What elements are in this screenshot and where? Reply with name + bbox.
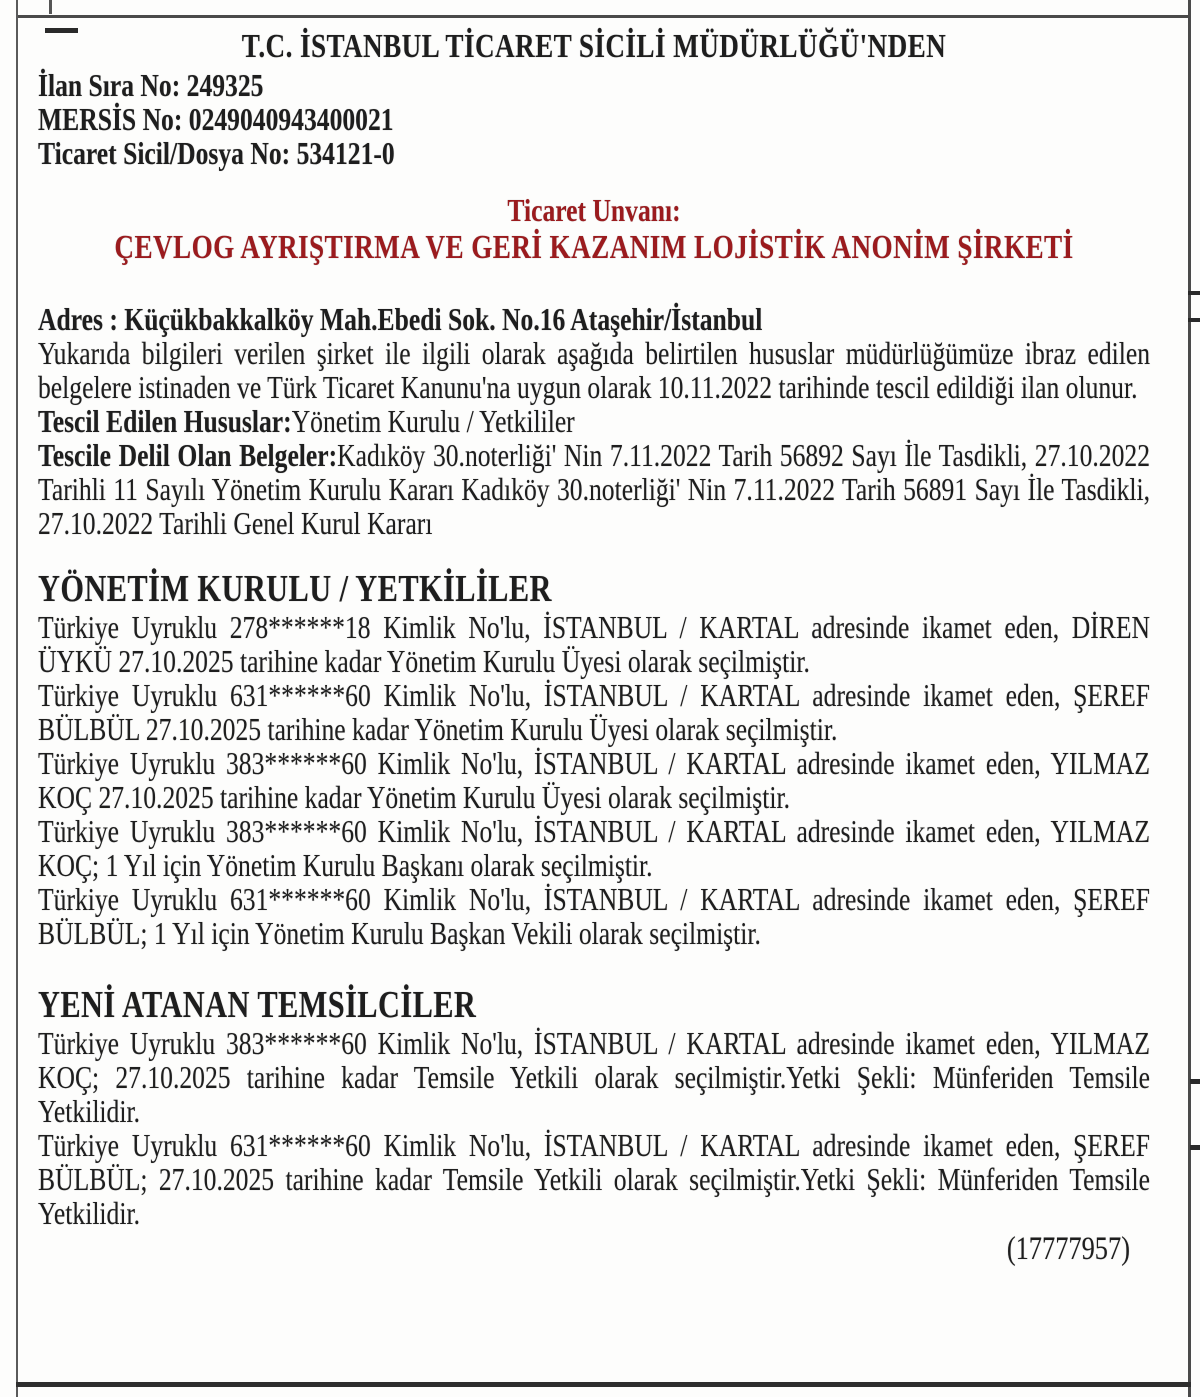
field-ilan-sira-no-label: İlan Sıra No: <box>38 67 181 103</box>
field-ilan-sira-no-value: 249325 <box>186 67 264 103</box>
registered-subjects-line <box>38 404 1150 438</box>
address-line <box>38 302 1150 336</box>
evidence-documents-label: Tescile Delil Olan Belgeler: <box>38 437 338 473</box>
board-section-heading: YÖNETİM KURULU / YETKİLİLER <box>38 568 552 610</box>
field-sicil-dosya-no <box>38 136 1150 170</box>
frame-left-rule <box>16 0 18 1397</box>
evidence-documents-paragraph <box>38 438 1150 540</box>
registry-office-title: T.C. İSTANBUL TİCARET SİCİLİ MÜDÜRLÜĞÜ'NDEN <box>241 28 947 65</box>
evidence-documents-value: Kadıköy 30.noterliği' Nin 7.11.2022 Tarih 56892 Sayı İle Tasdikli, 27.10.2022 Tarihli 11 Sayılı Yönetim Kurulu Kararı Kadıköy 30.noterliği' Nin 7.11.2022 Tarih 56891 Sayı İle Tasdikli, 27.10.2022 Tarihli Genel Kurul Kararı <box>38 437 1151 541</box>
board-member-paragraph: Türkiye Uyruklu 383******60 Kimlik No'lu, İSTANBUL / KARTAL adresinde ikamet eden, YILMAZ KOÇ 27.10.2025 tarihine kadar Yönetim Kurulu Üyesi olarak seçilmiştir. <box>38 745 1150 815</box>
board-member-paragraph: Türkiye Uyruklu 383******60 Kimlik No'lu, İSTANBUL / KARTAL adresinde ikamet eden, YILMAZ KOÇ; 1 Yıl için Yönetim Kurulu Başkanı olarak seçilmiştir. <box>38 813 1150 883</box>
field-ilan-sira-no <box>38 68 1150 102</box>
intro-paragraph: Yukarıda bilgileri verilen şirket ile ilgili olarak aşağıda belirtilen hususlar müdürlüğümüze ibraz edilen belgelere istinaden ve Türk Ticaret Kanunu'na uygun olarak 10.11.2022 tarihinde tescil edildiği ilan olunur. <box>38 335 1150 405</box>
field-mersis-no-label: MERSİS No: <box>38 101 183 137</box>
scan-artifact <box>1188 291 1200 295</box>
address-label: Adres : <box>38 301 118 337</box>
address-value: Küçükbakkalköy Mah.Ebedi Sok. No.16 Ataşehir/İstanbul <box>124 301 763 337</box>
registered-subjects-value: Yönetim Kurulu / Yetkililer <box>291 403 575 439</box>
board-member-paragraph: Türkiye Uyruklu 278******18 Kimlik No'lu, İSTANBUL / KARTAL adresinde ikamet eden, DİREN ÜYKÜ 27.10.2025 tarihine kadar Yönetim Kurulu Üyesi olarak seçilmiştir. <box>38 609 1150 679</box>
representative-paragraph: Türkiye Uyruklu 383******60 Kimlik No'lu, İSTANBUL / KARTAL adresinde ikamet eden, YILMAZ KOÇ; 27.10.2025 tarihine kadar Temsile Yetkili olarak seçilmiştir.Yetki Şekli: Münferiden Temsile Yetkilidir. <box>38 1025 1150 1129</box>
announcement-body <box>38 26 1150 1266</box>
field-mersis-no <box>38 102 1150 136</box>
frame-top-rule <box>16 15 1190 18</box>
frame-right-rule <box>1188 0 1191 1397</box>
scan-artifact <box>1188 318 1200 322</box>
field-sicil-dosya-no-label: Ticaret Sicil/Dosya No: <box>38 135 291 171</box>
trade-name-label: Ticaret Unvanı: <box>507 192 681 228</box>
representative-paragraph: Türkiye Uyruklu 631******60 Kimlik No'lu, İSTANBUL / KARTAL adresinde ikamet eden, ŞEREF BÜLBÜL; 27.10.2025 tarihine kadar Temsile Yetkili olarak seçilmiştir.Yetki Şekli: Münferiden Temsile Yetkilidir. <box>38 1127 1150 1231</box>
scan-artifact <box>1190 1079 1200 1084</box>
field-mersis-no-value: 0249040943400021 <box>188 101 394 137</box>
field-sicil-dosya-no-value: 534121-0 <box>296 135 395 171</box>
registered-subjects-label: Tescil Edilen Hususlar: <box>38 403 292 439</box>
board-member-paragraph: Türkiye Uyruklu 631******60 Kimlik No'lu, İSTANBUL / KARTAL adresinde ikamet eden, ŞEREF BÜLBÜL 27.10.2025 tarihine kadar Yönetim Kurulu Üyesi olarak seçilmiştir. <box>38 677 1150 747</box>
representatives-section-heading: YENİ ATANAN TEMSİLCİLER <box>38 984 477 1026</box>
scan-artifact <box>49 0 52 14</box>
scan-artifact <box>1190 1145 1200 1150</box>
board-member-paragraph: Türkiye Uyruklu 631******60 Kimlik No'lu, İSTANBUL / KARTAL adresinde ikamet eden, ŞEREF BÜLBÜL; 1 Yıl için Yönetim Kurulu Başkan Vekili olarak seçilmiştir. <box>38 881 1150 951</box>
gazette-reference-number: (17777957) <box>1006 1231 1130 1267</box>
frame-bottom-rule <box>16 1382 1191 1387</box>
company-name: ÇEVLOG AYRIŞTIRMA VE GERİ KAZANIM LOJİSTİK ANONİM ŞİRKETİ <box>114 229 1074 266</box>
